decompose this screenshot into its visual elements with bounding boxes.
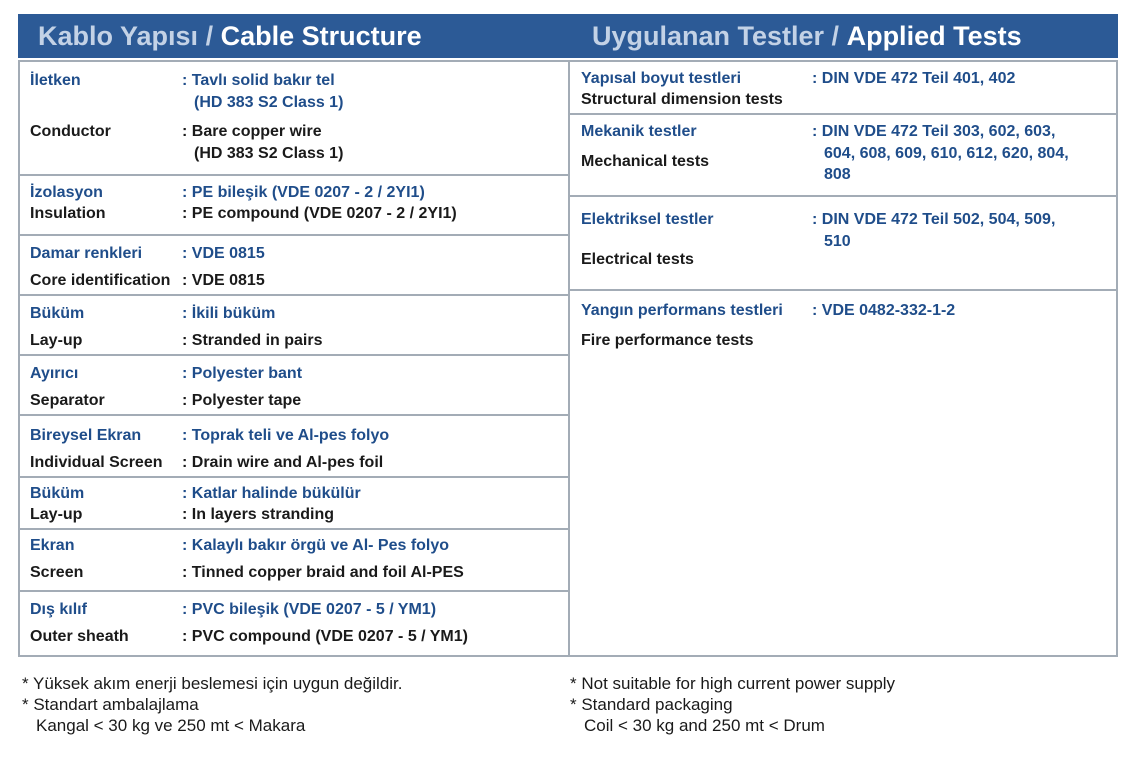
separator-value-tr: : Polyester bant xyxy=(182,365,303,382)
twisting-value-en: : Stranded in pairs xyxy=(182,332,323,349)
screen-label-en: Screen xyxy=(30,564,84,581)
mechanical-label-tr: Mekanik testler xyxy=(581,123,697,140)
separator-label-tr: Ayırıcı xyxy=(30,365,79,382)
outer-sheath-value-tr: : PVC bileşik (VDE 0207 - 5 / YM1) xyxy=(182,601,437,618)
insulation-value-en: : PE compound (VDE 0207 - 2 / 2YI1) xyxy=(182,205,457,222)
fire-label-en: Fire performance tests xyxy=(581,332,754,349)
heading-left-en: Cable Structure xyxy=(220,20,422,51)
header-bar xyxy=(18,14,1118,58)
electrical-label-tr: Elektriksel testler xyxy=(581,211,714,228)
structural-label-en: Structural dimension tests xyxy=(581,91,783,108)
core-id-label-en: Core identification xyxy=(30,272,171,289)
layup-label-tr: Büküm xyxy=(30,485,85,502)
conductor-value-tr-1: : Tavlı solid bakır tel xyxy=(182,72,335,89)
row-electrical-tests xyxy=(570,197,1116,291)
note-tr-current: * Yüksek akım enerji beslemesi için uygun değildir. xyxy=(22,674,403,693)
notes-turkish xyxy=(22,673,403,736)
notes-english xyxy=(570,673,895,736)
note-en-packaging-detail: Coil < 30 kg and 250 mt < Drum xyxy=(584,716,825,735)
row-separator xyxy=(20,356,568,416)
heading-right-en: Applied Tests xyxy=(846,20,1022,51)
individual-screen-label-en: Individual Screen xyxy=(30,454,163,471)
structural-value: : DIN VDE 472 Teil 401, 402 xyxy=(812,70,1016,87)
row-insulation xyxy=(20,176,568,236)
cable-structure-heading xyxy=(18,14,568,58)
core-id-value-tr: : VDE 0815 xyxy=(182,245,265,262)
note-en-current: * Not suitable for high current power supply xyxy=(570,674,896,693)
note-en-packaging: * Standard packaging xyxy=(570,695,733,714)
outer-sheath-label-en: Outer sheath xyxy=(30,628,129,645)
layup-value-en: : In layers stranding xyxy=(182,506,335,523)
applied-tests-panel xyxy=(568,60,1118,657)
row-twisting xyxy=(20,296,568,356)
conductor-value-en-1: : Bare copper wire xyxy=(182,123,322,140)
individual-screen-value-tr: : Toprak teli ve Al-pes folyo xyxy=(182,427,390,444)
layup-label-en: Lay-up xyxy=(30,506,83,523)
twisting-value-tr: : İkili büküm xyxy=(182,305,276,322)
mechanical-value-3: 808 xyxy=(824,166,851,183)
electrical-value-1: : DIN VDE 472 Teil 502, 504, 509, xyxy=(812,211,1056,228)
row-conductor xyxy=(20,62,568,176)
insulation-label-tr: İzolasyon xyxy=(30,184,103,201)
mechanical-value-2: 604, 608, 609, 610, 612, 620, 804, xyxy=(824,145,1069,162)
mechanical-label-en: Mechanical tests xyxy=(581,153,710,170)
separator-label-en: Separator xyxy=(30,392,105,409)
row-fire-tests xyxy=(570,291,1116,655)
screen-value-en: : Tinned copper braid and foil Al-PES xyxy=(182,564,464,581)
mechanical-value-1: : DIN VDE 472 Teil 303, 602, 603, xyxy=(812,123,1056,140)
separator-value-en: : Polyester tape xyxy=(182,392,302,409)
outer-sheath-label-tr: Dış kılıf xyxy=(30,601,87,618)
note-tr-packaging: * Standart ambalajlama xyxy=(22,695,199,714)
row-screen xyxy=(20,530,568,592)
row-outer-sheath xyxy=(20,592,568,655)
cable-structure-panel xyxy=(18,60,570,657)
row-individual-screen xyxy=(20,416,568,478)
row-structural-tests xyxy=(570,62,1116,115)
electrical-value-2: 510 xyxy=(824,233,851,250)
core-id-label-tr: Damar renkleri xyxy=(30,245,143,262)
structural-label-tr: Yapısal boyut testleri xyxy=(581,70,742,87)
applied-tests-heading xyxy=(568,14,1118,58)
heading-left-tr: Kablo Yapısı / xyxy=(38,20,214,51)
note-tr-packaging-detail: Kangal < 30 kg ve 250 mt < Makara xyxy=(36,716,306,735)
individual-screen-label-tr: Bireysel Ekran xyxy=(30,427,142,444)
row-layup xyxy=(20,478,568,530)
insulation-value-tr: : PE bileşik (VDE 0207 - 2 / 2YI1) xyxy=(182,184,425,201)
screen-value-tr: : Kalaylı bakır örgü ve Al- Pes folyo xyxy=(182,537,450,554)
core-id-value-en: : VDE 0815 xyxy=(182,272,265,289)
twisting-label-tr: Büküm xyxy=(30,305,85,322)
conductor-label-tr: İletken xyxy=(30,72,81,89)
outer-sheath-value-en: : PVC compound (VDE 0207 - 5 / YM1) xyxy=(182,628,468,645)
individual-screen-value-en: : Drain wire and Al-pes foil xyxy=(182,454,384,471)
insulation-label-en: Insulation xyxy=(30,205,106,222)
conductor-value-en-2: (HD 383 S2 Class 1) xyxy=(194,145,344,162)
fire-value: : VDE 0482-332-1-2 xyxy=(812,302,956,319)
electrical-label-en: Electrical tests xyxy=(581,251,694,268)
heading-right-tr: Uygulanan Testler / xyxy=(592,20,840,51)
conductor-label-en: Conductor xyxy=(30,123,111,140)
conductor-value-tr-2: (HD 383 S2 Class 1) xyxy=(194,94,344,111)
twisting-label-en: Lay-up xyxy=(30,332,83,349)
screen-label-tr: Ekran xyxy=(30,537,75,554)
fire-label-tr: Yangın performans testleri xyxy=(581,302,783,319)
row-mechanical-tests xyxy=(570,115,1116,197)
layup-value-tr: : Katlar halinde bükülür xyxy=(182,485,361,502)
row-core-identification xyxy=(20,236,568,296)
